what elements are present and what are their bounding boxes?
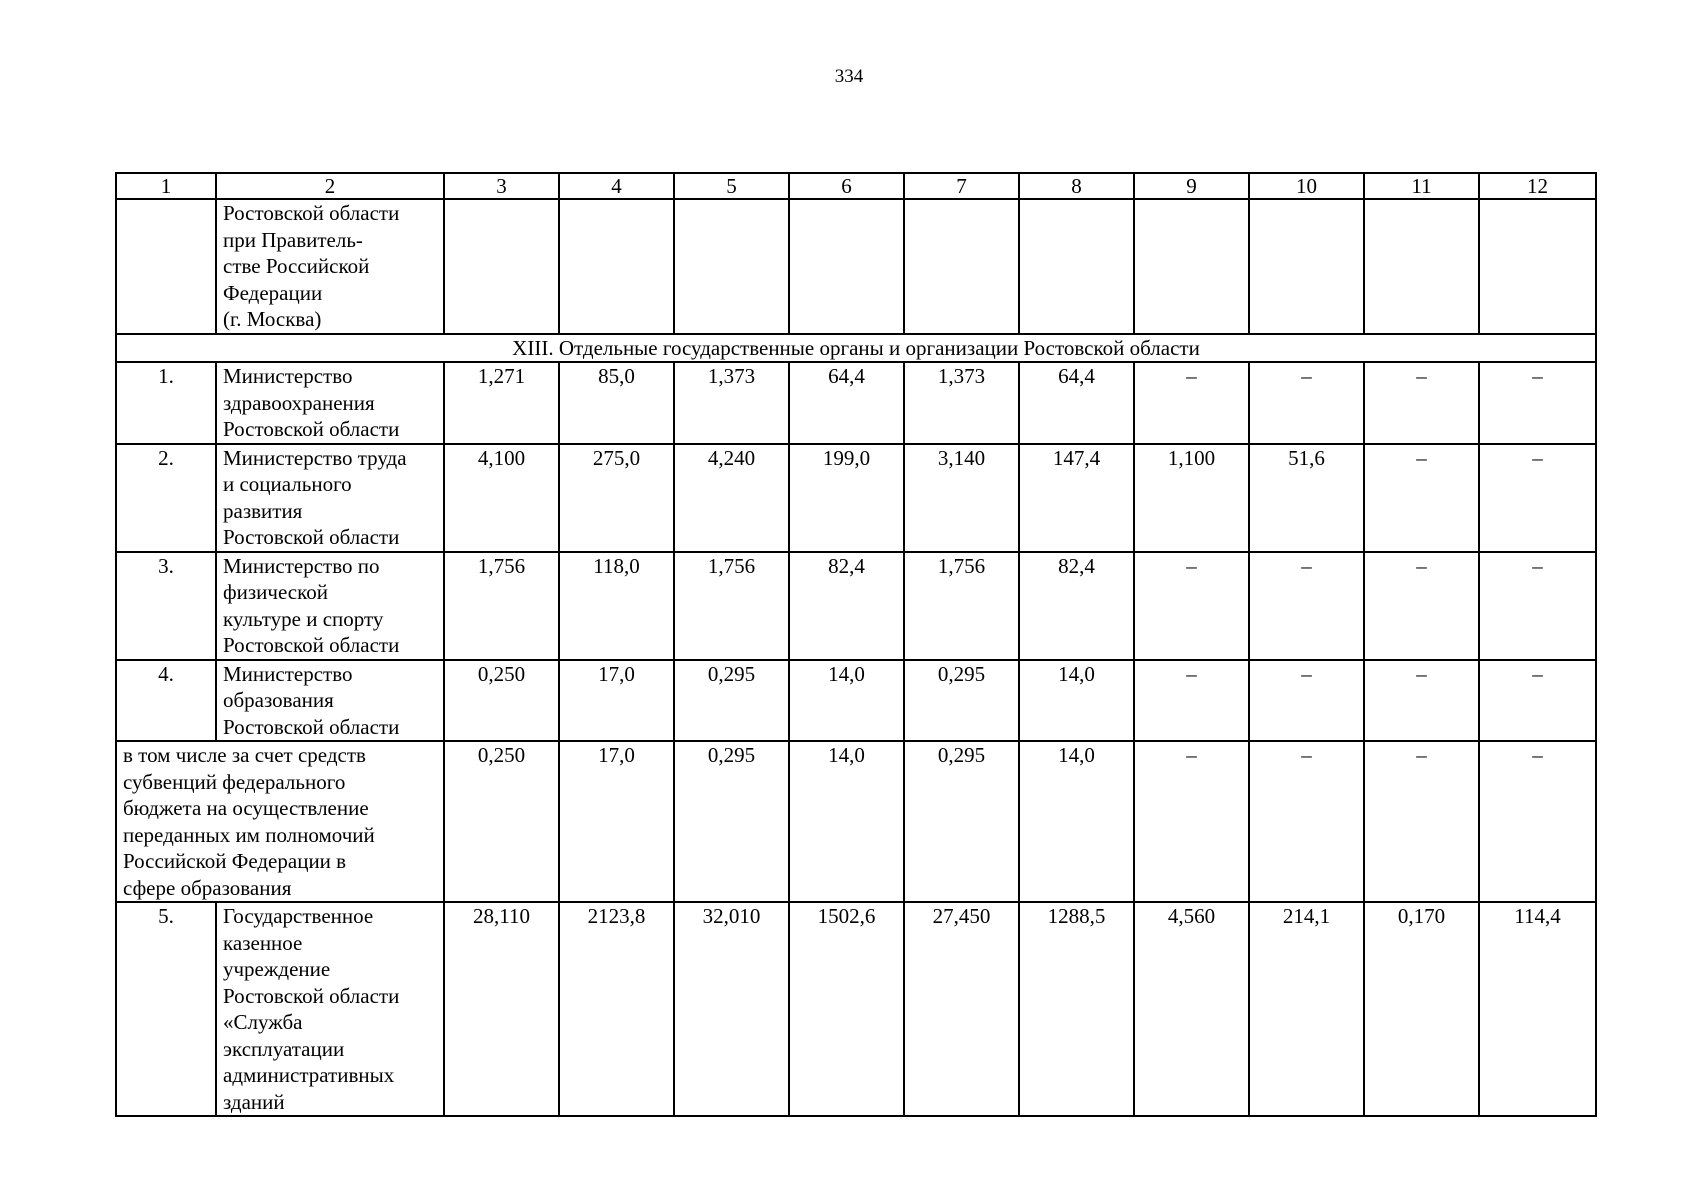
- note-description: [116, 741, 444, 902]
- header-cell: 1: [116, 173, 216, 199]
- value-cell: 1,373: [674, 362, 789, 444]
- org-line: (г. Москва): [223, 307, 322, 331]
- value-cell: 4,560: [1134, 902, 1249, 1116]
- org-line: учреждение: [223, 957, 331, 981]
- org-line: административных: [223, 1063, 395, 1087]
- value-cell: –: [1364, 660, 1479, 742]
- organization-name: [216, 362, 444, 444]
- value-cell: [1019, 199, 1134, 334]
- org-line: казенное: [223, 930, 303, 955]
- data-table: [115, 172, 1597, 1117]
- header-cell: 8: [1019, 173, 1134, 199]
- header-cell: 11: [1364, 173, 1479, 199]
- org-line: Министерство: [223, 364, 353, 388]
- org-line: культуре и спорту: [223, 606, 384, 631]
- note-line: бюджета на осуществление: [123, 796, 369, 820]
- organization-name: [216, 660, 444, 742]
- value-cell: 32,010: [674, 902, 789, 1116]
- value-cell: 0,170: [1364, 902, 1479, 1116]
- section-title: XIII. Отдельные государственные органы и организации Ростовской области: [116, 334, 1596, 363]
- row-number: 5.: [116, 902, 216, 1116]
- value-cell: 1,373: [904, 362, 1019, 444]
- table-row: [116, 362, 1596, 444]
- value-cell: –: [1249, 362, 1364, 444]
- org-line: Ростовской области: [223, 525, 400, 549]
- organization-name: [216, 444, 444, 552]
- value-cell: 82,4: [789, 552, 904, 660]
- value-cell: –: [1134, 362, 1249, 444]
- org-line: Государственное: [223, 904, 374, 928]
- table-row: [116, 444, 1596, 552]
- value-cell: 214,1: [1249, 902, 1364, 1116]
- org-line: стве Российской: [223, 254, 370, 278]
- value-cell: –: [1479, 660, 1596, 742]
- value-cell: [1479, 199, 1596, 334]
- header-cell: 7: [904, 173, 1019, 199]
- value-cell: 17,0: [559, 660, 674, 742]
- org-line: зданий: [223, 1089, 285, 1114]
- org-line: при Правитель-: [223, 227, 363, 252]
- table-row: [116, 660, 1596, 742]
- value-cell: 28,110: [444, 902, 559, 1116]
- org-line: и социального: [223, 472, 352, 496]
- row-number: 2.: [116, 444, 216, 552]
- value-cell: 4,240: [674, 444, 789, 552]
- value-cell: 1288,5: [1019, 902, 1134, 1116]
- value-cell: 14,0: [1019, 741, 1134, 902]
- value-cell: 14,0: [789, 741, 904, 902]
- org-line: Министерство по: [223, 553, 380, 578]
- value-cell: –: [1134, 552, 1249, 660]
- value-cell: 14,0: [1019, 660, 1134, 742]
- value-cell: 0,295: [904, 741, 1019, 902]
- value-cell: 27,450: [904, 902, 1019, 1116]
- value-cell: 1,756: [904, 552, 1019, 660]
- note-line: Российской Федерации в: [123, 849, 347, 873]
- value-cell: [789, 199, 904, 334]
- value-cell: –: [1364, 444, 1479, 552]
- value-cell: 64,4: [789, 362, 904, 444]
- header-cell: 12: [1479, 173, 1596, 199]
- value-cell: [1249, 199, 1364, 334]
- header-cell: 10: [1249, 173, 1364, 199]
- organization-name: [216, 902, 444, 1116]
- org-line: Министерство труда: [223, 445, 407, 470]
- value-cell: –: [1249, 741, 1364, 902]
- value-cell: 51,6: [1249, 444, 1364, 552]
- row-number: [116, 199, 216, 334]
- org-line: физической: [223, 580, 328, 604]
- value-cell: 147,4: [1019, 444, 1134, 552]
- org-line: образования: [223, 688, 334, 712]
- header-cell: 6: [789, 173, 904, 199]
- org-line: Ростовской области: [223, 417, 400, 441]
- value-cell: 0,250: [444, 741, 559, 902]
- value-cell: –: [1479, 552, 1596, 660]
- org-line: Ростовской области: [223, 201, 400, 225]
- org-line: развития: [223, 498, 303, 523]
- value-cell: –: [1134, 741, 1249, 902]
- header-cell: 9: [1134, 173, 1249, 199]
- org-line: Ростовской области: [223, 714, 400, 739]
- value-cell: –: [1134, 660, 1249, 742]
- value-cell: 85,0: [559, 362, 674, 444]
- value-cell: 82,4: [1019, 552, 1134, 660]
- org-line: Министерство: [223, 661, 353, 686]
- page-number: 334: [834, 66, 864, 87]
- value-cell: 0,295: [674, 660, 789, 742]
- value-cell: 14,0: [789, 660, 904, 742]
- value-cell: 0,295: [674, 741, 789, 902]
- header-cell: 5: [674, 173, 789, 199]
- value-cell: 17,0: [559, 741, 674, 902]
- header-row: [116, 173, 1596, 199]
- note-line: субвенций федерального: [123, 769, 346, 794]
- value-cell: 114,4: [1479, 902, 1596, 1116]
- value-cell: 275,0: [559, 444, 674, 552]
- value-cell: 4,100: [444, 444, 559, 552]
- note-line: переданных им полномочий: [123, 822, 375, 847]
- organization-name: [216, 199, 444, 334]
- value-cell: 2123,8: [559, 902, 674, 1116]
- value-cell: –: [1249, 552, 1364, 660]
- value-cell: [1364, 199, 1479, 334]
- value-cell: 1,756: [674, 552, 789, 660]
- row-number: 4.: [116, 660, 216, 742]
- value-cell: –: [1479, 362, 1596, 444]
- row-number: 3.: [116, 552, 216, 660]
- value-cell: [904, 199, 1019, 334]
- header-cell: 2: [216, 173, 444, 199]
- value-cell: 118,0: [559, 552, 674, 660]
- org-line: Ростовской области: [223, 983, 400, 1008]
- note-line: в том числе за счет средств: [123, 743, 366, 767]
- value-cell: 199,0: [789, 444, 904, 552]
- value-cell: 0,250: [444, 660, 559, 742]
- organization-name: [216, 552, 444, 660]
- value-cell: [674, 199, 789, 334]
- value-cell: 0,295: [904, 660, 1019, 742]
- table-row: [116, 902, 1596, 1116]
- value-cell: –: [1364, 741, 1479, 902]
- row-number: 1.: [116, 362, 216, 444]
- org-line: эксплуатации: [223, 1036, 345, 1061]
- value-cell: [444, 199, 559, 334]
- org-line: «Служба: [223, 1010, 303, 1034]
- table-row: [116, 552, 1596, 660]
- value-cell: –: [1479, 444, 1596, 552]
- value-cell: –: [1364, 552, 1479, 660]
- value-cell: 3,140: [904, 444, 1019, 552]
- org-line: здравоохранения: [223, 390, 375, 415]
- table-row: [116, 741, 1596, 902]
- section-row: [116, 334, 1596, 363]
- note-line: сфере образования: [123, 875, 292, 900]
- value-cell: 1,271: [444, 362, 559, 444]
- header-cell: 4: [559, 173, 674, 199]
- value-cell: 1,756: [444, 552, 559, 660]
- value-cell: 1,100: [1134, 444, 1249, 552]
- org-line: Федерации: [223, 280, 323, 305]
- org-line: Ростовской области: [223, 633, 400, 657]
- value-cell: 1502,6: [789, 902, 904, 1116]
- header-cell: 3: [444, 173, 559, 199]
- value-cell: –: [1479, 741, 1596, 902]
- value-cell: –: [1364, 362, 1479, 444]
- value-cell: [559, 199, 674, 334]
- table-row: [116, 199, 1596, 334]
- value-cell: 64,4: [1019, 362, 1134, 444]
- value-cell: –: [1249, 660, 1364, 742]
- value-cell: [1134, 199, 1249, 334]
